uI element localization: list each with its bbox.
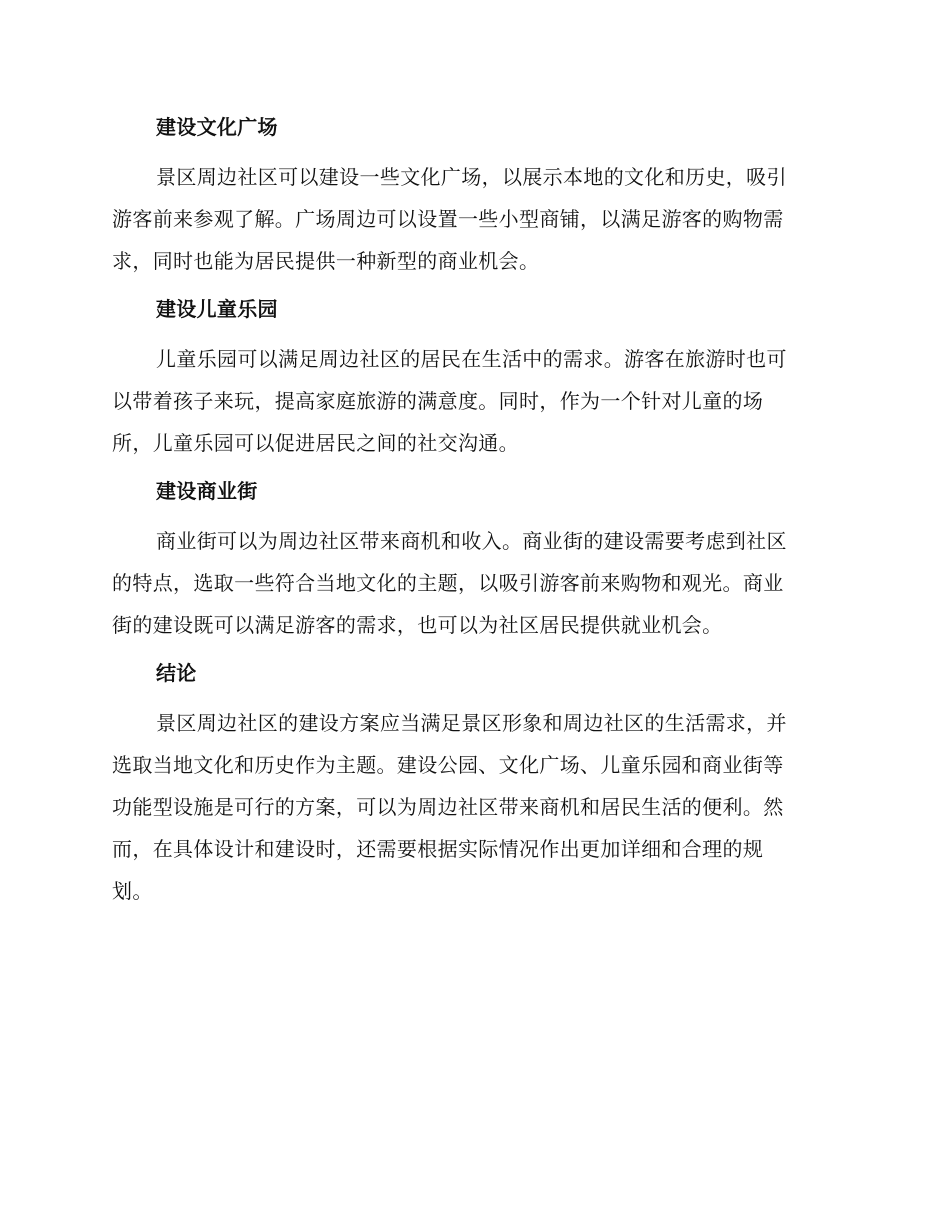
paragraph-line: 儿童乐园可以满足周边社区的居民在生活中的需求。游客在旅游时也可 <box>156 347 787 371</box>
paragraph-line: 景区周边社区可以建设一些文化广场，以展示本地的文化和历史，吸引 <box>156 165 787 189</box>
section-paragraph <box>112 520 832 646</box>
paragraph-line: 求，同时也能为居民提供一种新型的商业机会。 <box>112 249 540 273</box>
paragraph-line: 景区周边社区的建设方案应当满足景区形象和周边社区的生活需求，并 <box>156 711 787 735</box>
section-heading: 建设文化广场 <box>156 115 278 139</box>
paragraph-line: 选取当地文化和历史作为主题。建设公园、文化广场、儿童乐园和商业街等 <box>112 753 784 777</box>
paragraph-line: 所，儿童乐园可以促进居民之间的社交沟通。 <box>112 431 519 455</box>
section-heading: 结论 <box>156 661 197 685</box>
paragraph-line: 街的建设既可以满足游客的需求，也可以为社区居民提供就业机会。 <box>112 613 723 637</box>
paragraph-line: 功能型设施是可行的方案，可以为周边社区带来商机和居民生活的便利。然 <box>112 795 784 819</box>
paragraph-line: 的特点，选取一些符合当地文化的主题，以吸引游客前来购物和观光。商业 <box>112 571 784 595</box>
section-commercial-street <box>112 476 832 646</box>
section-culture-plaza <box>112 112 832 282</box>
document-page <box>112 112 832 924</box>
section-paragraph <box>112 156 832 282</box>
section-conclusion <box>112 658 832 912</box>
section-heading: 建设商业街 <box>156 479 258 503</box>
paragraph-line: 商业街可以为周边社区带来商机和收入。商业街的建设需要考虑到社区 <box>156 529 787 553</box>
section-heading: 建设儿童乐园 <box>156 297 278 321</box>
paragraph-line: 划。 <box>112 879 153 903</box>
paragraph-line: 游客前来参观了解。广场周边可以设置一些小型商铺，以满足游客的购物需 <box>112 207 784 231</box>
section-paragraph <box>112 702 832 912</box>
section-children-park <box>112 294 832 464</box>
paragraph-line: 以带着孩子来玩，提高家庭旅游的满意度。同时，作为一个针对儿童的场 <box>112 389 764 413</box>
section-paragraph <box>112 338 832 464</box>
paragraph-line: 而，在具体设计和建设时，还需要根据实际情况作出更加详细和合理的规 <box>112 837 764 861</box>
